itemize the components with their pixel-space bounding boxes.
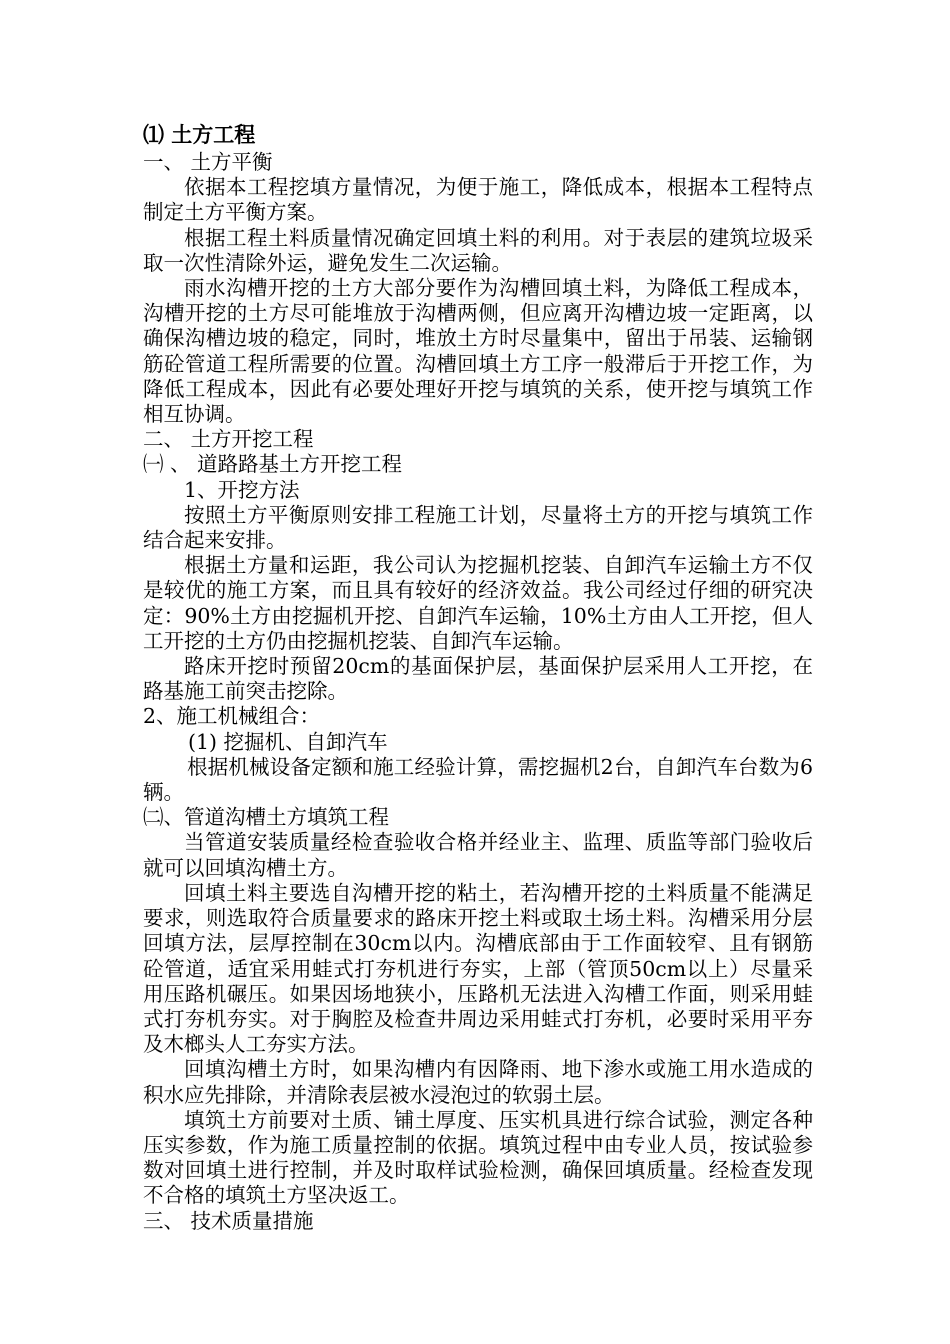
paragraph: 依据本工程挖填方量情况，为便于施工，降低成本，根据本工程特点制定土方平衡方案。 — [143, 175, 813, 225]
heading-quality-measures: 三、 技术质量措施 — [143, 1208, 314, 1233]
paragraph: 根据工程土料质量情况确定回填土料的利用。对于表层的建筑垃圾采取一次性清除外运，避免发生二次运输。 — [143, 225, 813, 275]
document-page — [143, 120, 813, 1234]
paragraph: 回填土料主要选自沟槽开挖的粘土，若沟槽开挖的土料质量不能满足要求，则选取符合质量要求的路床开挖土料或取土场土料。沟槽采用分层回填方法，层厚控制在30cm以内。沟槽底部由于工作面较窄、且有钢筋砼管道，适宜采用蛙式打夯机进行夯实，上部（管顶50cm以上）尽量采用压路机碾压。如果因场地狭小，压路机无法进入沟槽工作面，则采用蛙式打夯机夯实。对于胸腔及检查井周边采用蛙式打夯机，必要时采用平夯及木榔头人工夯实方法。 — [143, 880, 813, 1057]
paragraph: 路床开挖时预留20cm的基面保护层，基面保护层采用人工开挖，在路基施工前突击挖除。 — [143, 654, 813, 704]
paragraph: 根据土方量和运距，我公司认为挖掘机挖装、自卸汽车运输土方不仅是较优的施工方案，而且具有较好的经济效益。我公司经过仔细的研究决定：90%土方由挖掘机开挖、自卸汽车运输，10%土方由人工开挖，但人工开挖的土方仍由挖掘机挖装、自卸汽车运输。 — [143, 553, 813, 653]
heading-roadbed-excavation: ㈠ 、 道路路基土方开挖工程 — [143, 452, 403, 477]
paragraph: 雨水沟槽开挖的土方大部分要作为沟槽回填土料，为降低工程成本，沟槽开挖的土方尽可能堆放于沟槽两侧，但应离开沟槽边坡一定距离，以确保沟槽边坡的稳定，同时，堆放土方时尽量集中，留出于吊装、运输钢筋砼管道工程所需要的位置。沟槽回填土方工序一般滞后于开挖工作，为降低工程成本，因此有必要处理好开挖与填筑的关系，使开挖与填筑工作相互协调。 — [143, 276, 813, 427]
heading-trench-backfill: ㈡、管道沟槽土方填筑工程 — [143, 805, 389, 830]
paragraph: 填筑土方前要对土质、铺土厚度、压实机具进行综合试验，测定各种压实参数，作为施工质量控制的依据。填筑过程中由专业人员，按试验参数对回填土进行控制，并及时取样试验检测，确保回填质量。经检查发现不合格的填筑土方坚决返工。 — [143, 1107, 813, 1208]
paragraph: 回填沟槽土方时，如果沟槽内有因降雨、地下渗水或施工用水造成的积水应先排除，并清除表层被水浸泡过的软弱土层。 — [143, 1057, 813, 1107]
subheading-machinery: 2、施工机械组合： — [143, 704, 321, 729]
heading-earthwork-balance: 一、 土方平衡 — [143, 150, 273, 174]
subheading-excavation-method: 1、开挖方法 — [184, 477, 300, 502]
list-item-machinery: (1) 挖掘机、自卸汽车 — [188, 729, 388, 754]
section-title: ⑴ 土方工程 — [143, 122, 256, 147]
paragraph: 根据机械设备定额和施工经验计算，需挖掘机2台，自卸汽车台数为6辆。 — [143, 754, 813, 805]
heading-excavation: 二、 土方开挖工程 — [143, 427, 314, 452]
paragraph: 按照土方平衡原则安排工程施工计划，尽量将土方的开挖与填筑工作结合起来安排。 — [143, 502, 813, 553]
paragraph: 当管道安装质量经检查验收合格并经业主、监理、质监等部门验收后就可以回填沟槽土方。 — [143, 830, 813, 880]
